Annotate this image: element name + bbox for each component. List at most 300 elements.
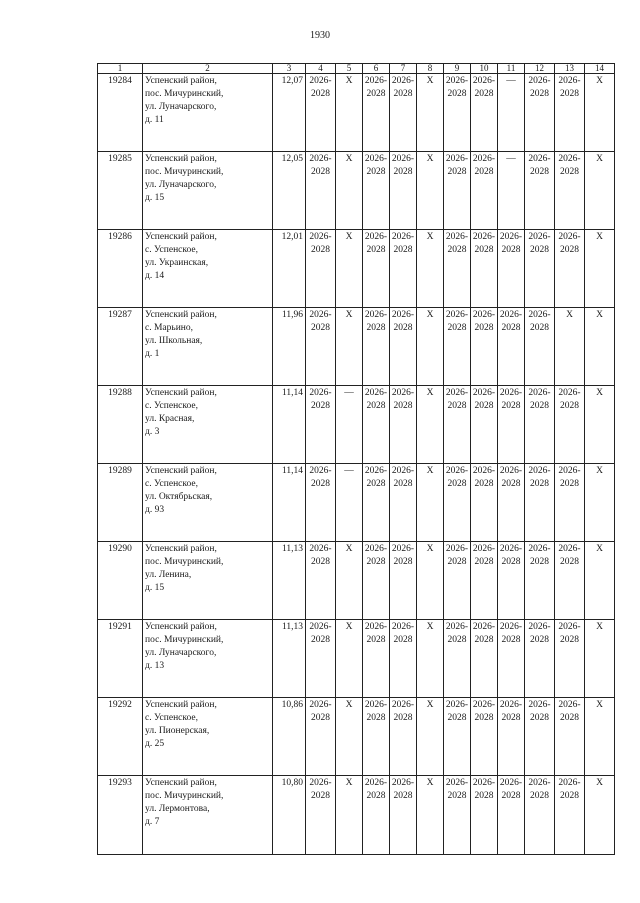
cell-text: 2026-	[472, 154, 496, 164]
address-line: с. Успенское,	[145, 713, 198, 723]
cell-text: 2026-	[499, 310, 523, 320]
period-cell-col-9	[444, 308, 471, 386]
cell-text: 2026-	[499, 388, 523, 398]
period-cell-col-12	[525, 308, 555, 386]
period-cell-col-8	[417, 74, 444, 152]
cell-text: Х	[596, 466, 603, 476]
period-cell-col-14	[585, 74, 615, 152]
period-cell-col-12	[525, 152, 555, 230]
cell-text: 2028	[447, 479, 467, 489]
cell-text: Х	[596, 76, 603, 86]
period-cell-col-14	[585, 386, 615, 464]
cell-text: 2028	[530, 713, 549, 723]
cell-text: 2026-	[364, 778, 388, 788]
period-cell-col-6	[363, 308, 390, 386]
address-line: Успенский район,	[145, 154, 217, 164]
cell-text: 2028	[366, 323, 386, 333]
cell-text: 2028	[393, 713, 413, 723]
column-number-11: 11	[498, 64, 525, 74]
cell-text: 2026-	[445, 700, 469, 710]
cell-text: 2028	[530, 401, 549, 411]
cell-text: 2028	[560, 557, 579, 567]
cell-text: 2026-	[528, 310, 551, 320]
cell-text: 2026-	[472, 700, 496, 710]
cell-text: —	[344, 466, 354, 476]
cell-text: 2026-	[364, 310, 388, 320]
address-cell	[143, 308, 273, 386]
address-line: Успенский район,	[145, 232, 217, 242]
cell-text: 2028	[447, 401, 467, 411]
period-cell-col-10	[471, 464, 498, 542]
period-cell-col-11	[498, 464, 525, 542]
cell-text: 2026-	[472, 310, 496, 320]
cell-text: 2028	[474, 167, 494, 177]
period-cell-col-12	[525, 776, 555, 855]
cell-text: 2028	[447, 167, 467, 177]
address-line: с. Успенское,	[145, 401, 198, 411]
cell-text: 2028	[501, 791, 521, 801]
value-cell: 11,13	[273, 620, 306, 698]
cell-text: 2028	[530, 557, 549, 567]
period-cell-col-10	[471, 776, 498, 855]
address-line: пос. Мичуринский,	[145, 167, 224, 177]
period-cell-col-10	[471, 308, 498, 386]
cell-text: Х	[345, 544, 353, 554]
period-cell-col-11	[498, 230, 525, 308]
period-cell-col-7	[390, 386, 417, 464]
cell-text: 2028	[311, 89, 330, 99]
cell-text: —	[344, 388, 354, 398]
cell-text: 2028	[560, 791, 579, 801]
address-line: с. Успенское,	[145, 479, 198, 489]
period-cell-col-6	[363, 698, 390, 776]
period-cell-col-6	[363, 74, 390, 152]
cell-text: 2026-	[309, 154, 332, 164]
period-cell-col-12	[525, 464, 555, 542]
address-cell	[143, 74, 273, 152]
cell-text: 2028	[447, 635, 467, 645]
address-line: ул. Школьная,	[145, 336, 203, 346]
table-row	[98, 464, 615, 542]
period-cell-col-5	[336, 464, 363, 542]
cell-text: 2026-	[499, 700, 523, 710]
cell-text: 2028	[311, 245, 330, 255]
period-cell-col-8	[417, 152, 444, 230]
cell-text: 2028	[311, 323, 330, 333]
cell-text: 2026-	[364, 622, 388, 632]
cell-text: 2026-	[309, 388, 332, 398]
period-cell-col-13	[555, 74, 585, 152]
address-line: д. 13	[145, 661, 165, 671]
cell-text: 2028	[393, 791, 413, 801]
cell-text: 2028	[366, 635, 386, 645]
cell-text: 2028	[560, 401, 579, 411]
address-cell	[143, 542, 273, 620]
cell-text: 2028	[393, 401, 413, 411]
cell-text: 2028	[530, 245, 549, 255]
cell-text: 2026-	[445, 388, 469, 398]
value-cell: 12,01	[273, 230, 306, 308]
period-cell-col-8	[417, 542, 444, 620]
cell-text: 2028	[560, 245, 579, 255]
period-cell-col-5	[336, 776, 363, 855]
cell-text: 2026-	[558, 76, 581, 86]
cell-text: —	[506, 154, 516, 164]
cell-text: 2028	[366, 167, 386, 177]
cell-text: Х	[426, 232, 434, 242]
cell-text: 2028	[393, 323, 413, 333]
cell-text: Х	[345, 76, 353, 86]
value-cell: 11,13	[273, 542, 306, 620]
period-cell-col-8	[417, 776, 444, 855]
period-cell-col-14	[585, 464, 615, 542]
cell-text: 2026-	[445, 154, 469, 164]
period-cell-col-4	[306, 542, 336, 620]
cell-text: 2028	[501, 245, 521, 255]
cell-text: 2026-	[528, 544, 551, 554]
table-row	[98, 152, 615, 230]
cell-text: Х	[345, 232, 353, 242]
page-number: 1930	[310, 30, 330, 41]
address-line: ул. Луначарского,	[145, 180, 217, 190]
column-number-14: 14	[585, 64, 615, 74]
row-id: 19291	[98, 620, 143, 698]
cell-text: 2026-	[558, 700, 581, 710]
period-cell-col-4	[306, 776, 336, 855]
address-line: д. 15	[145, 193, 165, 203]
period-cell-col-7	[390, 308, 417, 386]
period-cell-col-14	[585, 308, 615, 386]
period-cell-col-9	[444, 542, 471, 620]
cell-text: 2026-	[558, 778, 581, 788]
period-cell-col-11	[498, 152, 525, 230]
cell-text: 2028	[393, 479, 413, 489]
cell-text: 2028	[393, 167, 413, 177]
address-cell	[143, 698, 273, 776]
cell-text: 2026-	[309, 232, 332, 242]
period-cell-col-5	[336, 698, 363, 776]
cell-text: 2028	[311, 557, 330, 567]
period-cell-col-9	[444, 464, 471, 542]
cell-text: 2028	[366, 791, 386, 801]
cell-text: 2026-	[309, 700, 332, 710]
period-cell-col-5	[336, 386, 363, 464]
period-cell-col-11	[498, 542, 525, 620]
address-line: ул. Луначарского,	[145, 648, 217, 658]
cell-text: 2026-	[445, 622, 469, 632]
address-cell	[143, 620, 273, 698]
cell-text: 2026-	[364, 76, 388, 86]
cell-text: 2028	[366, 401, 386, 411]
row-id: 19287	[98, 308, 143, 386]
column-number-2: 2	[143, 64, 273, 74]
cell-text: 2026-	[558, 232, 581, 242]
cell-text: Х	[426, 310, 434, 320]
cell-text: Х	[426, 76, 434, 86]
cell-text: 2028	[393, 635, 413, 645]
cell-text: 2026-	[445, 310, 469, 320]
value-cell: 10,86	[273, 698, 306, 776]
period-cell-col-14	[585, 698, 615, 776]
cell-text: 2026-	[391, 622, 415, 632]
column-number-5: 5	[336, 64, 363, 74]
cell-text: 2026-	[472, 622, 496, 632]
period-cell-col-14	[585, 776, 615, 855]
period-cell-col-11	[498, 386, 525, 464]
table-row	[98, 74, 615, 152]
cell-text: 2026-	[472, 466, 496, 476]
period-cell-col-12	[525, 74, 555, 152]
cell-text: 2028	[447, 791, 467, 801]
period-cell-col-7	[390, 542, 417, 620]
period-cell-col-5	[336, 620, 363, 698]
cell-text: 2028	[311, 479, 330, 489]
address-line: д. 15	[145, 583, 165, 593]
address-line: д. 1	[145, 349, 160, 359]
address-line: д. 11	[145, 115, 164, 125]
period-cell-col-7	[390, 698, 417, 776]
cell-text: 2026-	[558, 622, 581, 632]
cell-text: Х	[596, 544, 603, 554]
period-cell-col-13	[555, 698, 585, 776]
column-number-3: 3	[273, 64, 306, 74]
value-cell: 12,05	[273, 152, 306, 230]
column-number-9: 9	[444, 64, 471, 74]
cell-text: Х	[596, 154, 603, 164]
column-number-13: 13	[555, 64, 585, 74]
row-id: 19286	[98, 230, 143, 308]
cell-text: 2028	[560, 167, 579, 177]
address-line: д. 93	[145, 505, 165, 515]
cell-text: 2026-	[364, 700, 388, 710]
address-line: пос. Мичуринский,	[145, 791, 224, 801]
period-cell-col-7	[390, 776, 417, 855]
period-cell-col-13	[555, 308, 585, 386]
value-cell: 11,14	[273, 464, 306, 542]
value-cell: 11,96	[273, 308, 306, 386]
cell-text: 2026-	[558, 388, 581, 398]
value-cell: 12,07	[273, 74, 306, 152]
cell-text: 2028	[501, 713, 521, 723]
cell-text: Х	[596, 388, 603, 398]
cell-text: 2028	[530, 323, 549, 333]
address-line: ул. Красная,	[145, 414, 195, 424]
period-cell-col-5	[336, 152, 363, 230]
period-cell-col-7	[390, 152, 417, 230]
period-cell-col-9	[444, 74, 471, 152]
period-cell-col-6	[363, 620, 390, 698]
cell-text: 2026-	[309, 544, 332, 554]
period-cell-col-12	[525, 230, 555, 308]
cell-text: 2026-	[391, 700, 415, 710]
cell-text: 2026-	[528, 466, 551, 476]
cell-text: 2026-	[309, 76, 332, 86]
cell-text: 2028	[530, 89, 549, 99]
table-row	[98, 230, 615, 308]
cell-text: 2028	[393, 89, 413, 99]
period-cell-col-12	[525, 542, 555, 620]
address-line: пос. Мичуринский,	[145, 89, 224, 99]
period-cell-col-9	[444, 620, 471, 698]
cell-text: Х	[596, 778, 603, 788]
address-line: ул. Октябрьская,	[145, 492, 213, 502]
cell-text: 2026-	[528, 778, 551, 788]
period-cell-col-8	[417, 230, 444, 308]
cell-text: Х	[345, 154, 353, 164]
cell-text: 2028	[530, 635, 549, 645]
table-row	[98, 386, 615, 464]
period-cell-col-5	[336, 74, 363, 152]
cell-text: Х	[426, 466, 434, 476]
period-cell-col-4	[306, 74, 336, 152]
cell-text: 2026-	[445, 76, 469, 86]
period-cell-col-10	[471, 152, 498, 230]
period-cell-col-13	[555, 230, 585, 308]
cell-text: 2028	[474, 245, 494, 255]
cell-text: Х	[566, 310, 573, 320]
cell-text: 2026-	[364, 466, 388, 476]
period-cell-col-9	[444, 698, 471, 776]
column-number-header-row	[98, 64, 615, 74]
cell-text: 2026-	[309, 310, 332, 320]
cell-text: 2028	[474, 791, 494, 801]
address-line: Успенский район,	[145, 388, 217, 398]
cell-text: 2026-	[528, 700, 551, 710]
period-cell-col-11	[498, 74, 525, 152]
cell-text: 2028	[447, 323, 467, 333]
period-cell-col-4	[306, 386, 336, 464]
address-line: Успенский район,	[145, 622, 217, 632]
cell-text: 2028	[393, 245, 413, 255]
period-cell-col-14	[585, 542, 615, 620]
cell-text: 2026-	[364, 154, 388, 164]
column-number-4: 4	[306, 64, 336, 74]
cell-text: 2026-	[499, 232, 523, 242]
address-line: Успенский район,	[145, 700, 217, 710]
period-cell-col-9	[444, 230, 471, 308]
cell-text: 2026-	[391, 76, 415, 86]
cell-text: 2028	[393, 557, 413, 567]
period-cell-col-11	[498, 776, 525, 855]
cell-text: 2026-	[472, 388, 496, 398]
cell-text: 2026-	[499, 778, 523, 788]
period-cell-col-13	[555, 620, 585, 698]
period-cell-col-4	[306, 464, 336, 542]
cell-text: 2026-	[309, 778, 332, 788]
period-cell-col-7	[390, 620, 417, 698]
period-cell-col-6	[363, 776, 390, 855]
cell-text: 2026-	[499, 544, 523, 554]
table-row	[98, 776, 615, 855]
period-cell-col-9	[444, 386, 471, 464]
cell-text: 2026-	[309, 622, 332, 632]
cell-text: Х	[426, 622, 434, 632]
cell-text: 2028	[501, 323, 521, 333]
cell-text: 2028	[474, 557, 494, 567]
column-number-8: 8	[417, 64, 444, 74]
period-cell-col-10	[471, 542, 498, 620]
address-line: ул. Луначарского,	[145, 102, 217, 112]
cell-text: Х	[426, 544, 434, 554]
address-line: Успенский район,	[145, 76, 217, 86]
cell-text: 2028	[366, 89, 386, 99]
cell-text: 2026-	[472, 76, 496, 86]
cell-text: 2026-	[364, 388, 388, 398]
period-cell-col-5	[336, 308, 363, 386]
cell-text: 2026-	[499, 622, 523, 632]
period-cell-col-11	[498, 308, 525, 386]
row-id: 19285	[98, 152, 143, 230]
cell-text: 2026-	[528, 154, 551, 164]
cell-text: 2026-	[472, 778, 496, 788]
cell-text: 2028	[366, 713, 386, 723]
cell-text: 2028	[501, 401, 521, 411]
period-cell-col-13	[555, 776, 585, 855]
cell-text: 2028	[501, 479, 521, 489]
address-line: Успенский район,	[145, 310, 217, 320]
cell-text: 2028	[447, 713, 467, 723]
cell-text: 2028	[311, 791, 330, 801]
address-cell	[143, 152, 273, 230]
address-line: д. 25	[145, 739, 165, 749]
cell-text: 2028	[366, 557, 386, 567]
address-cell	[143, 386, 273, 464]
column-number-7: 7	[390, 64, 417, 74]
period-cell-col-4	[306, 698, 336, 776]
cell-text: 2028	[311, 713, 330, 723]
cell-text: 2028	[560, 635, 579, 645]
address-line: ул. Украинская,	[145, 258, 209, 268]
period-cell-col-7	[390, 230, 417, 308]
period-cell-col-13	[555, 152, 585, 230]
cell-text: 2028	[366, 479, 386, 489]
cell-text: 2028	[447, 245, 467, 255]
period-cell-col-5	[336, 542, 363, 620]
register-table	[97, 63, 615, 855]
period-cell-col-12	[525, 620, 555, 698]
period-cell-col-13	[555, 386, 585, 464]
table-body	[98, 64, 615, 855]
period-cell-col-7	[390, 464, 417, 542]
column-number-10: 10	[471, 64, 498, 74]
row-id: 19289	[98, 464, 143, 542]
address-line: Успенский район,	[145, 544, 217, 554]
address-line: Успенский район,	[145, 466, 217, 476]
period-cell-col-12	[525, 698, 555, 776]
cell-text: 2028	[474, 401, 494, 411]
period-cell-col-4	[306, 152, 336, 230]
cell-text: 2028	[474, 713, 494, 723]
cell-text: 2026-	[445, 778, 469, 788]
cell-text: Х	[426, 778, 434, 788]
address-line: д. 3	[145, 427, 160, 437]
period-cell-col-6	[363, 386, 390, 464]
period-cell-col-10	[471, 230, 498, 308]
cell-text: Х	[426, 700, 434, 710]
cell-text: 2026-	[309, 466, 332, 476]
row-id: 19292	[98, 698, 143, 776]
cell-text: 2026-	[364, 232, 388, 242]
period-cell-col-5	[336, 230, 363, 308]
period-cell-col-4	[306, 230, 336, 308]
cell-text: 2028	[366, 245, 386, 255]
period-cell-col-11	[498, 620, 525, 698]
cell-text: 2026-	[391, 232, 415, 242]
cell-text: 2028	[530, 479, 549, 489]
address-line: ул. Пионерская,	[145, 726, 210, 736]
cell-text: 2026-	[558, 154, 581, 164]
period-cell-col-9	[444, 776, 471, 855]
